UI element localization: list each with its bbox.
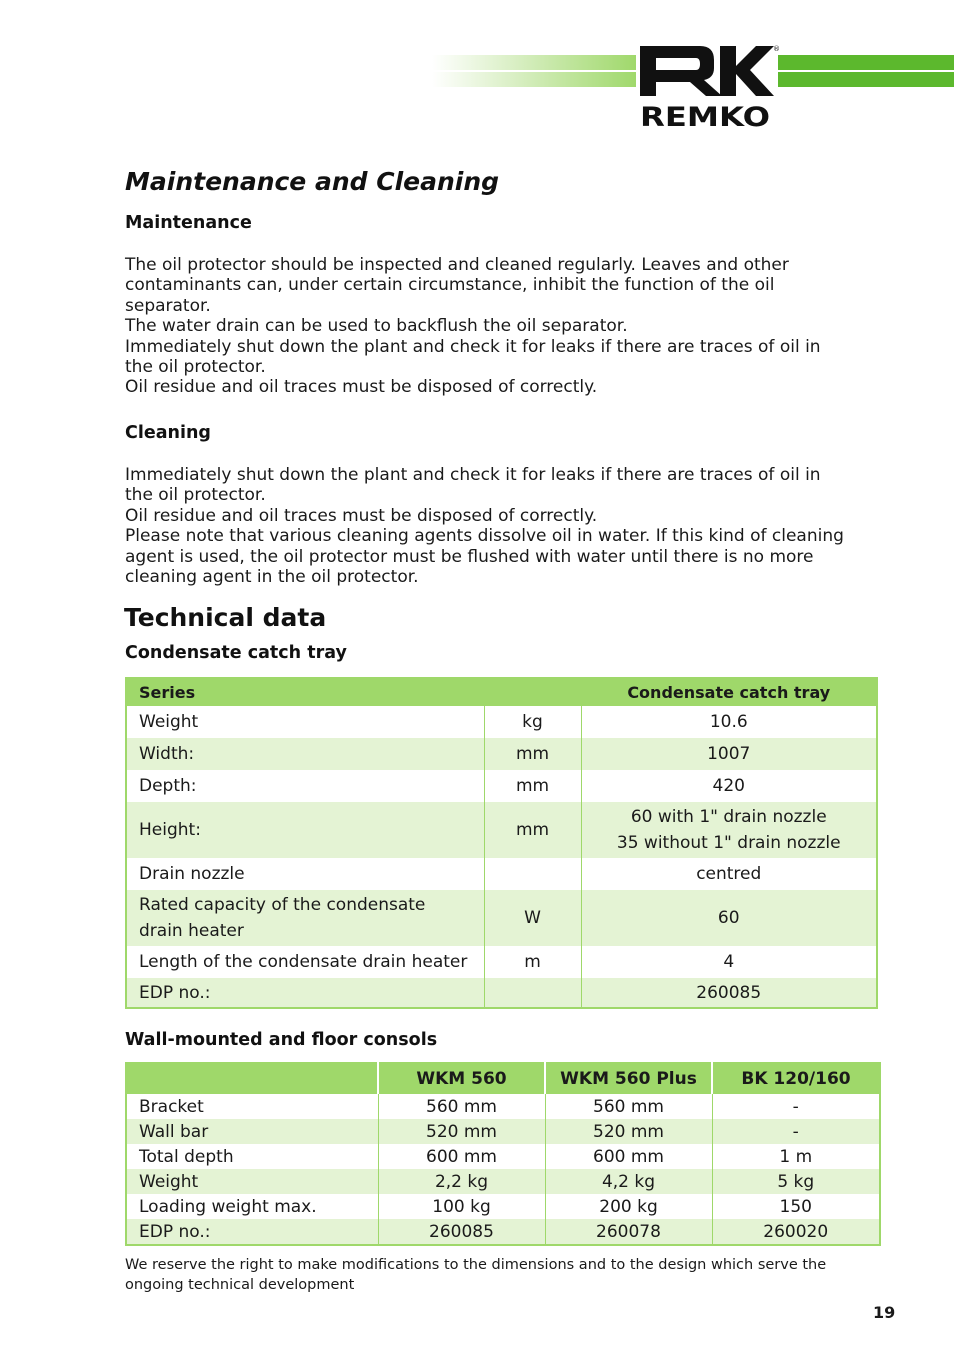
table-row: Weight 2,2 kg 4,2 kg 5 kg	[126, 1169, 880, 1194]
page-number: 19	[873, 1303, 896, 1322]
table-row: Drain nozzle centred	[126, 858, 877, 890]
section-title-technical-data: Technical data	[124, 603, 327, 632]
header-gradient-band	[432, 55, 638, 87]
table-row: Weight kg 10.6	[126, 706, 877, 738]
table-row: Rated capacity of the condensate drain heater W 60	[126, 890, 877, 946]
remko-logo	[636, 42, 780, 133]
tray-heading: Condensate catch tray	[125, 643, 347, 663]
table-row: Wall bar 520 mm 520 mm -	[126, 1119, 880, 1144]
remko-logo-icon	[636, 42, 780, 133]
svg-text:REMKO: REMKO	[640, 102, 770, 133]
table-header-row	[126, 678, 877, 706]
table-row: EDP no.: 260085	[126, 978, 877, 1008]
table-row: Total depth 600 mm 600 mm 1 m	[126, 1144, 880, 1169]
maintenance-text: The oil protector should be inspected and cleaned regularly. Leaves and other contaminants can, under certain circumstance, inhibit the function of the oil separator. The water drain can be used to backflush the oil separator. Immediately shut down the plant and check it for leaks if there are traces of oil in the oil protector. Oil residue and oil traces must be disposed of correctly.	[125, 255, 821, 398]
table-row: Length of the condensate drain heater m 4	[126, 946, 877, 978]
cleaning-heading: Cleaning	[125, 423, 211, 443]
section-title-maintenance-cleaning: Maintenance and Cleaning	[125, 167, 500, 196]
table-row: Depth: mm 420	[126, 770, 877, 802]
svg-text:®: ®	[773, 45, 780, 53]
table-header-row: WKM 560 WKM 560 Plus BK 120/160	[126, 1063, 880, 1094]
consoles-heading: Wall-mounted and floor consols	[125, 1030, 438, 1050]
tray-spec-table	[125, 677, 878, 1009]
table-row: Bracket 560 mm 560 mm -	[126, 1094, 880, 1119]
header-green-band	[772, 55, 954, 87]
series-header: Series	[126, 678, 581, 706]
footnote: We reserve the right to make modifications to the dimensions and to the design which serve the ongoing technical development	[125, 1257, 827, 1293]
product-header: Condensate catch tray	[581, 678, 877, 706]
maintenance-heading: Maintenance	[125, 213, 252, 233]
consoles-spec-table	[125, 1062, 881, 1246]
table-row: Width: mm 1007	[126, 738, 877, 770]
table-row: Height: mm 60 with 1" drain nozzle 35 without 1" drain nozzle	[126, 802, 877, 858]
table-row: Loading weight max. 100 kg 200 kg 150	[126, 1194, 880, 1219]
table-row: EDP no.: 260085 260078 260020	[126, 1219, 880, 1245]
cleaning-text: Immediately shut down the plant and check it for leaks if there are traces of oil in the oil protector. Oil residue and oil traces must be disposed of correctly. Please note that various cleaning agents dissolve oil in water. If this kind of cleaning agent is used, the oil protector must be flushed with water until there is no more cleaning agent in the oil protector.	[125, 465, 844, 588]
